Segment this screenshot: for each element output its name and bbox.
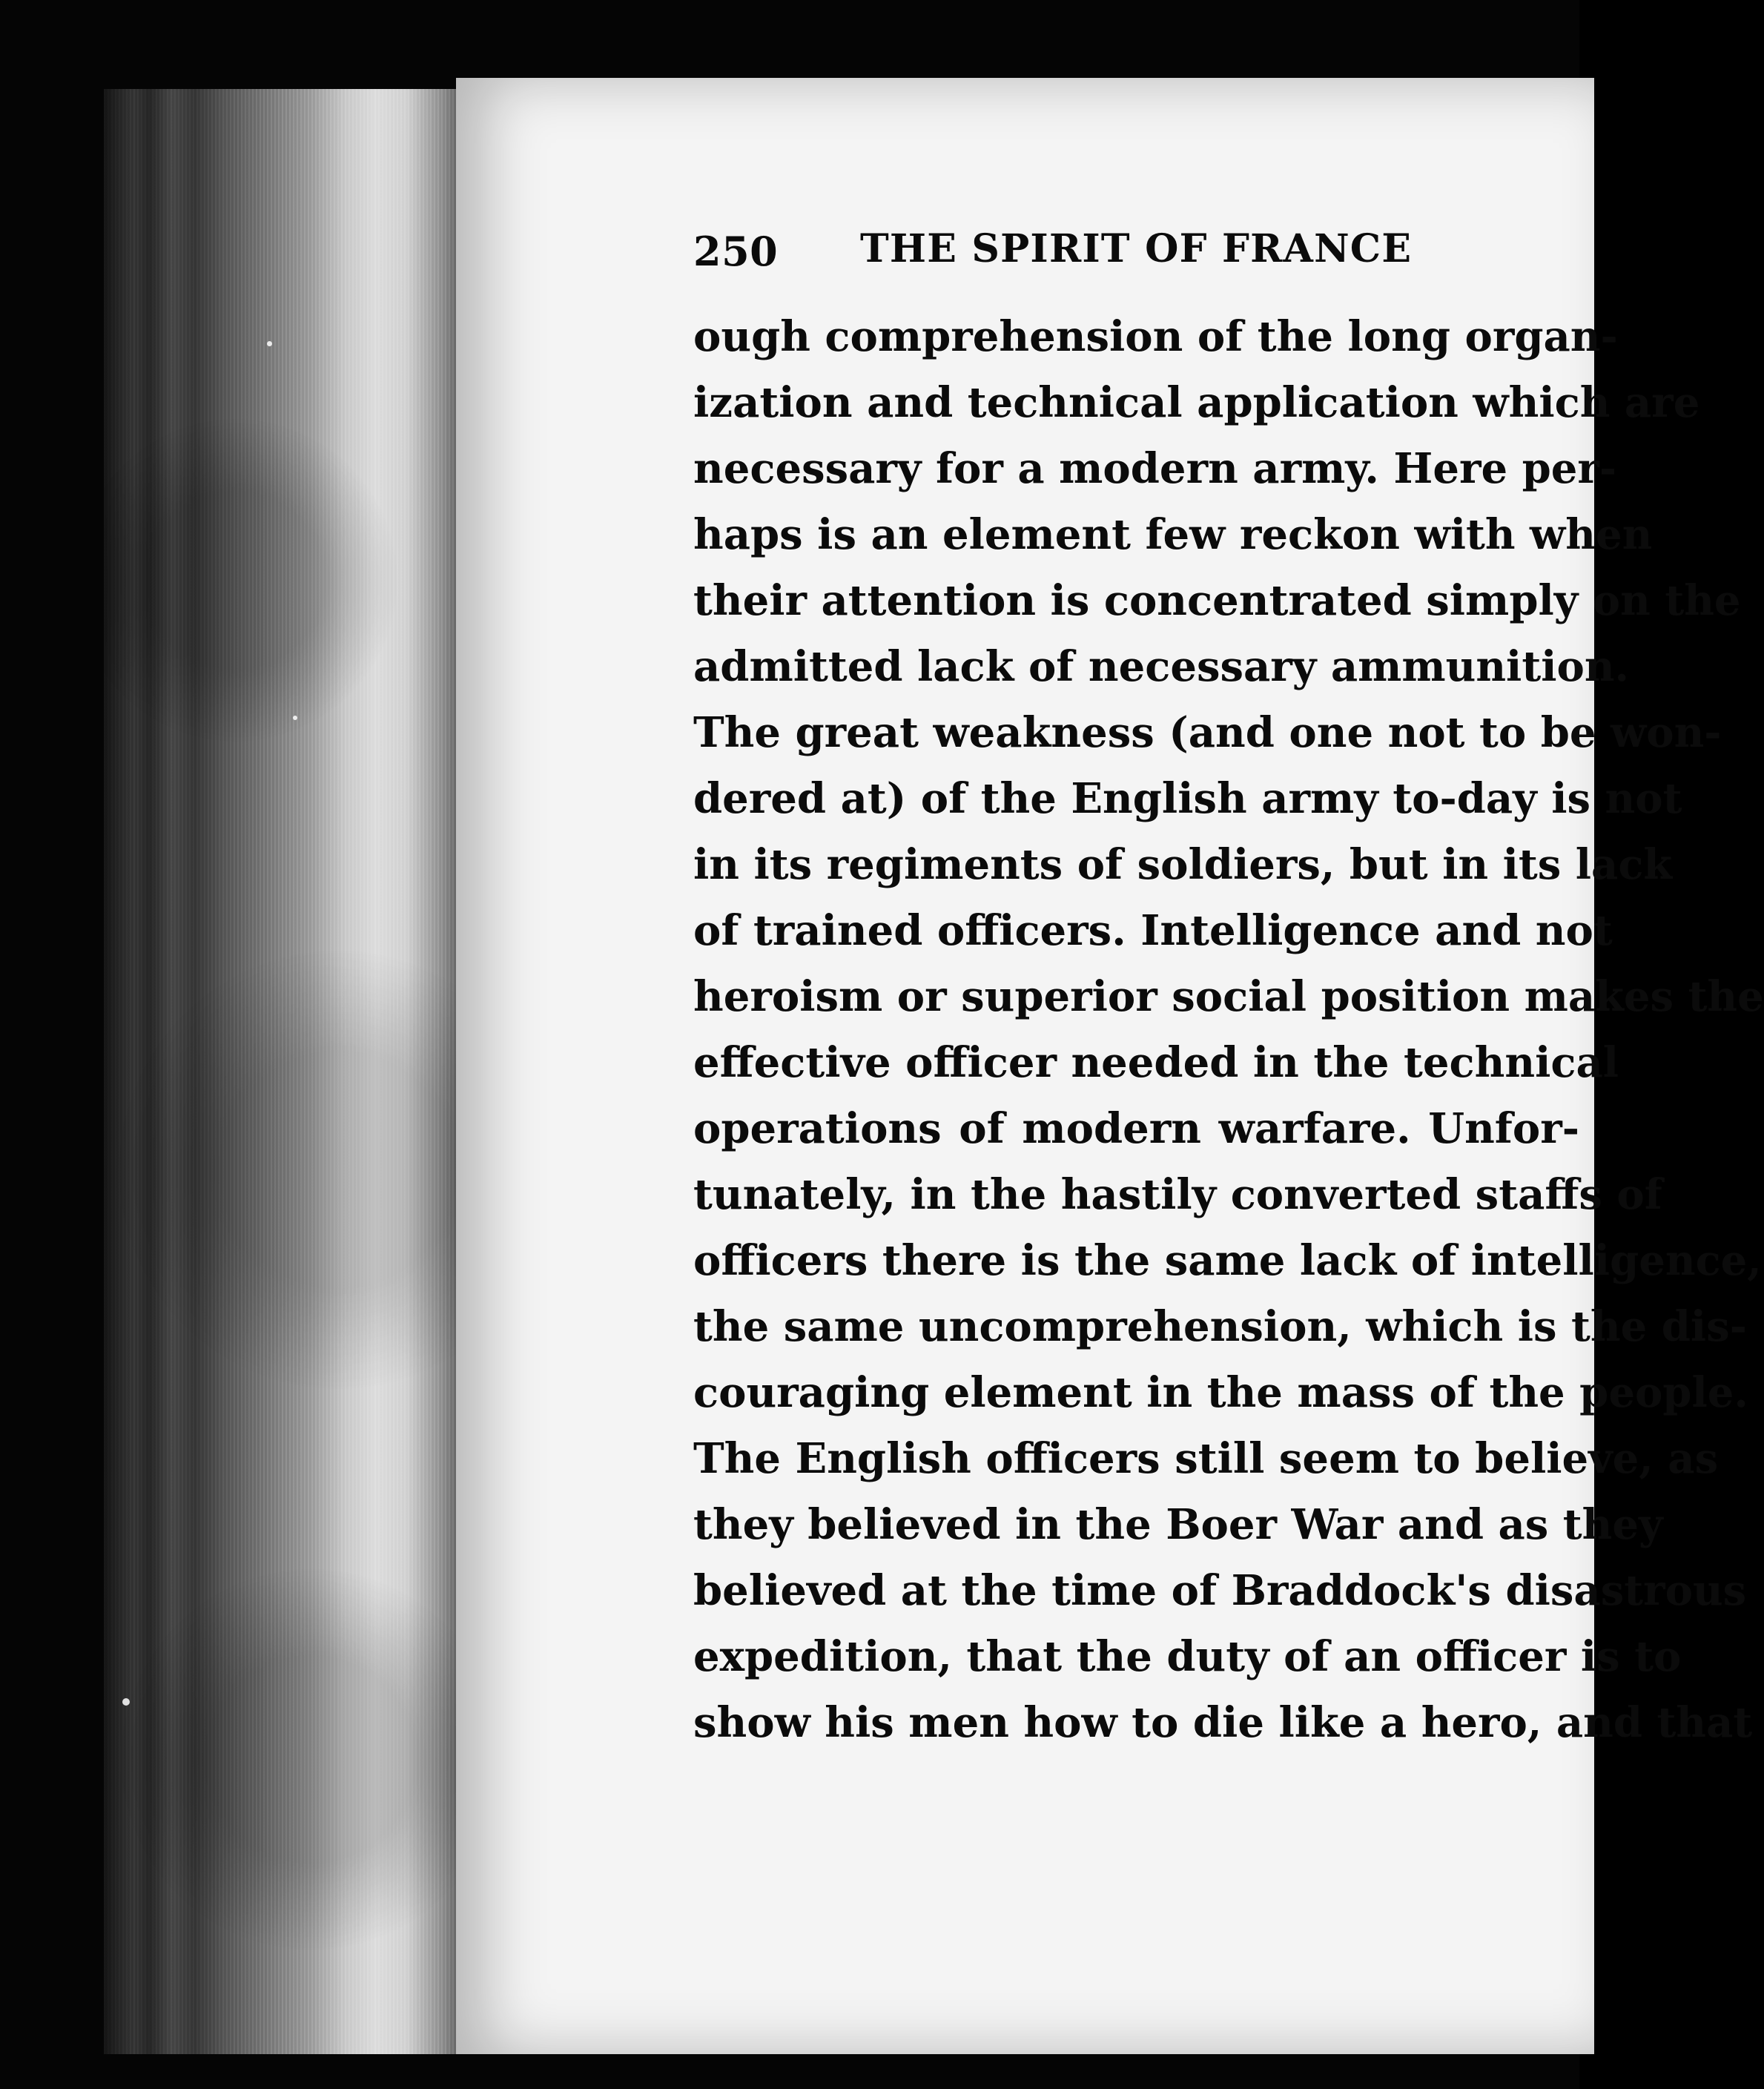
text-line: dered at) of the English army to-day is not [693, 774, 1682, 823]
text-line: ough comprehension of the long organ- [693, 312, 1618, 361]
scan-speck [267, 341, 272, 346]
text-line: effective officer needed in the technical [693, 1038, 1619, 1087]
text-line: of trained officers. Intelligence and not [693, 906, 1613, 955]
text-line: admitted lack of necessary ammunition. [693, 642, 1630, 691]
text-line: couraging element in the mass of the people. [693, 1368, 1748, 1417]
text-line: The great weakness (and one not to be won- [693, 708, 1722, 757]
scan-speck [293, 716, 297, 720]
text-line: believed at the time of Braddock's disastrous [693, 1566, 1747, 1615]
text-line: heroism or superior social position makes the [693, 972, 1764, 1021]
body-text [693, 304, 1764, 1756]
text-line: necessary for a modern army. Here per- [693, 444, 1617, 493]
text-line: operations of modern warfare. Unfor- [693, 1104, 1579, 1153]
book-edge [104, 89, 482, 2054]
text-line: the same uncomprehension, which is the dis- [693, 1302, 1747, 1351]
running-title: THE SPIRIT OF FRANCE [860, 226, 1413, 271]
text-line: tunately, in the hastily converted staffs of [693, 1170, 1662, 1219]
text-line: expedition, that the duty of an officer is to [693, 1632, 1682, 1681]
text-line: ization and technical application which are [693, 378, 1700, 427]
text-line: they believed in the Boer War and as they [693, 1500, 1663, 1549]
page-number: 250 [693, 228, 779, 275]
text-line: officers there is the same lack of intelligence, [693, 1236, 1762, 1285]
text-line: haps is an element few reckon with when [693, 510, 1653, 559]
text-line: in its regiments of soldiers, but in its lack [693, 840, 1673, 889]
text-line: their attention is concentrated simply on the [693, 576, 1741, 625]
text-line: show his men how to die like a hero, and that [693, 1698, 1753, 1747]
scan-speck [122, 1698, 130, 1706]
text-line: The English officers still seem to believe, as [693, 1434, 1719, 1483]
